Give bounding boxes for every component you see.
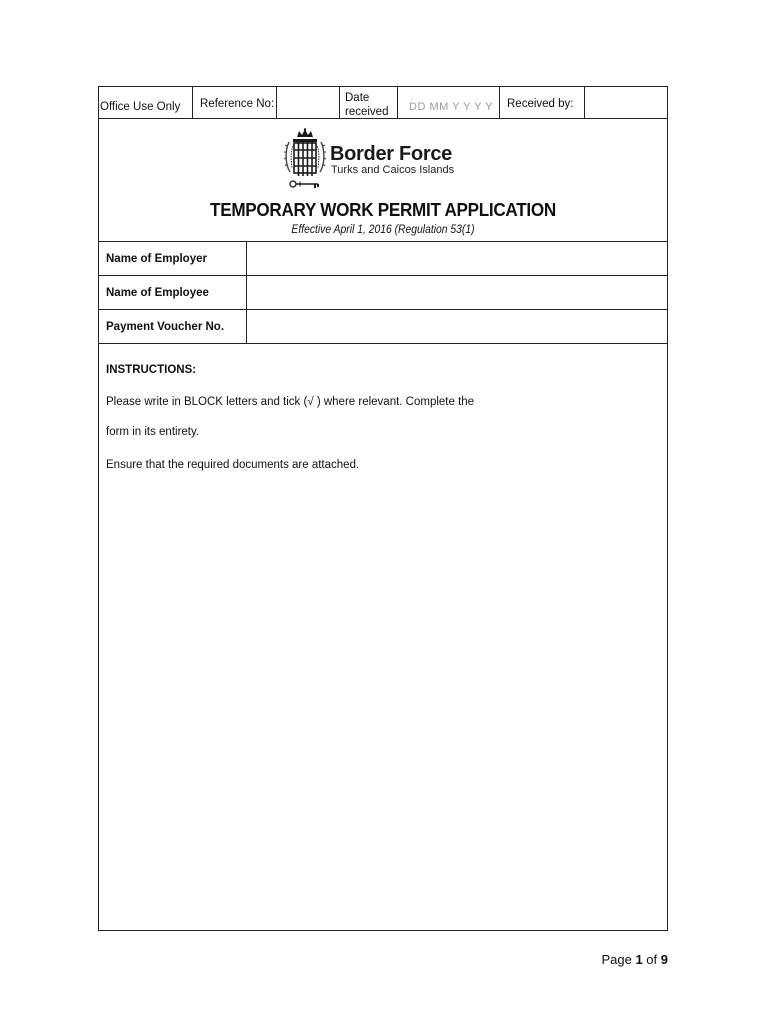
employer-name-field[interactable] <box>246 242 668 276</box>
employee-name-field[interactable] <box>246 276 668 310</box>
date-received-field[interactable] <box>398 87 500 118</box>
logo-name: Border Force <box>330 143 452 165</box>
page-current: 1 <box>635 952 643 967</box>
table-row <box>98 310 668 344</box>
payment-voucher-label: Payment Voucher No. <box>98 310 246 344</box>
office-use-label: Office Use Only <box>100 101 181 113</box>
date-received-label: Date received <box>345 92 389 118</box>
page-total: 9 <box>660 952 668 967</box>
document-subtitle: Effective April 1, 2016 (Regulation 53(1) <box>291 224 475 236</box>
portcullis-crown-icon <box>282 128 328 192</box>
instruction-line: Ensure that the required documents are attached. <box>106 459 360 471</box>
page-prefix: Page <box>601 952 632 967</box>
date-placeholder: DD MM Y Y Y Y <box>409 101 493 113</box>
reference-label: Reference No: <box>200 98 275 110</box>
page-separator: of <box>646 952 658 967</box>
instruction-line: Please write in BLOCK letters and tick (√ ) where relevant. Complete the <box>106 396 475 408</box>
employee-name-label: Name of Employee <box>98 276 246 310</box>
document-title: TEMPORARY WORK PERMIT APPLICATION <box>210 200 556 220</box>
border-force-logo <box>282 128 482 192</box>
employer-name-label: Name of Employer <box>98 242 246 276</box>
office-use-strip <box>98 86 668 119</box>
office-use-cell <box>99 87 193 118</box>
table-row <box>98 242 668 276</box>
page-number <box>601 952 668 967</box>
reference-field[interactable] <box>277 87 340 118</box>
applicant-table <box>98 241 668 344</box>
payment-voucher-field[interactable] <box>246 310 668 344</box>
instructions-heading: INSTRUCTIONS: <box>106 364 197 376</box>
reference-label-cell <box>193 87 277 118</box>
instruction-line: form in its entirety. <box>106 426 200 438</box>
received-by-label: Received by: <box>507 98 574 110</box>
date-label-cell <box>340 87 398 118</box>
table-row <box>98 276 668 310</box>
received-by-field[interactable] <box>585 87 667 118</box>
logo-subtitle: Turks and Caicos Islands <box>331 164 455 176</box>
received-by-label-cell <box>500 87 585 118</box>
